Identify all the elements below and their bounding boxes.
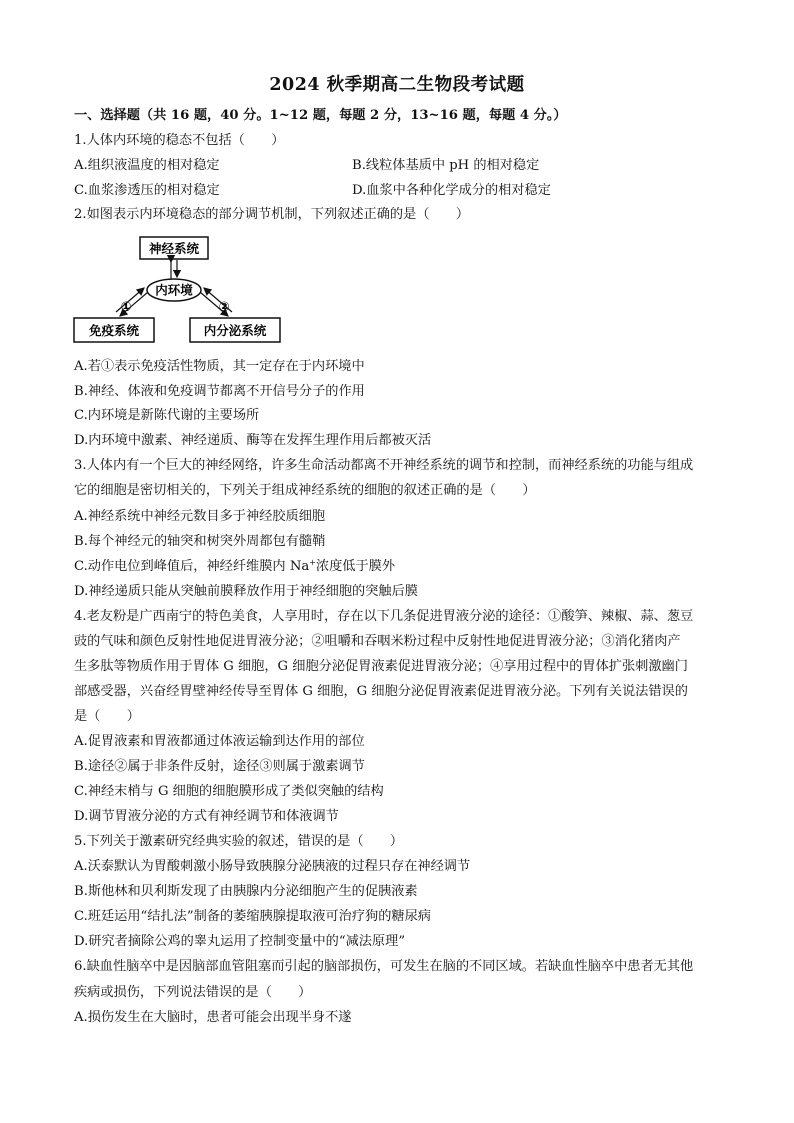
question-4-option-d: D.调节胃液分泌的方式有神经调节和体液调节 (74, 809, 339, 824)
question-4-option-b: B.途径②属于非条件反射，途径③则属于激素调节 (74, 759, 365, 774)
nervous-system-label: 神经系统 (148, 241, 200, 256)
question-5-option-d: D.研究者摘除公鸡的睾丸运用了控制变量中的“减法原理” (74, 934, 406, 949)
question-3-option-d: D.神经递质只能从突触前膜释放作用于神经细胞的突触后膜 (74, 584, 418, 599)
question-1-option-c: C.血浆渗透压的相对稳定 (74, 183, 220, 198)
question-2-option-d: D.内环境中激素、神经递质、酶等在发挥生理作用后都被灭活 (74, 433, 432, 448)
page-title: 2024 秋季期高二生物段考试题 (269, 75, 525, 95)
section-heading: 一、选择题（共 16 题，40 分。1~12 题，每题 2 分，13~16 题，每题 4 分。） (74, 108, 567, 123)
question-6-stem-line-1: 6.缺血性脑卒中是因脑部血管阻塞而引起的脑部损伤，可发生在脑的不同区域。若缺血性脑卒中患者无其他 (74, 959, 694, 974)
question-1-option-a: A.组织液温度的相对稳定 (74, 158, 220, 173)
question-2-option-c: C.内环境是新陈代谢的主要场所 (74, 408, 260, 423)
question-5-option-c: C.班廷运用“结扎法”制备的萎缩胰腺提取液可治疗狗的糖尿病 (74, 909, 431, 924)
question-1-option-b: B.线粒体基质中 pH 的相对稳定 (352, 158, 540, 173)
internal-environment-label: 内环境 (155, 282, 193, 298)
regulation-diagram (72, 232, 284, 346)
question-6-option-a: A.损伤发生在大脑时，患者可能会出现半身不遂 (74, 1010, 352, 1025)
question-3-stem-line-2: 它的细胞是密切相关的，下列关于组成神经系统的细胞的叙述正确的是（ ） (74, 483, 536, 498)
question-3-option-c-text-end: 浓度低于膜外 (315, 559, 396, 574)
question-4-stem-line-2: 豉的气味和颜色反射性地促进胃液分泌；②咀嚼和吞咽米粉过程中反射性地促进胃液分泌；③消化猪肉产 (74, 634, 681, 649)
endocrine-system-label: 内分泌系统 (203, 323, 267, 338)
question-6-stem-line-2: 疾病或损伤，下列说法错误的是（ ） (74, 985, 312, 1000)
question-4-stem-line-4: 部感受器，兴奋经胃壁神经传导至胃体 G 细胞，G 细胞分泌促胃液素促进胃液分泌。下列有关说法错误的 (74, 684, 688, 699)
question-4-stem-line-5: 是（ ） (74, 709, 140, 724)
question-1-stem: 1.人体内环境的稳态不包括（ ） (74, 133, 285, 148)
marker-1: ① (120, 300, 132, 315)
question-4-option-a: A.促胃液素和胃液都通过体液运输到达作用的部位 (74, 734, 365, 749)
question-1-option-d: D.血浆中各种化学成分的相对稳定 (352, 183, 551, 198)
question-3-option-c-superscript: + (309, 558, 316, 567)
question-3-option-a: A.神经系统中神经元数目多于神经胶质细胞 (74, 509, 326, 524)
question-5-option-b: B.斯他林和贝利斯发现了由胰腺内分泌细胞产生的促胰液素 (74, 884, 418, 899)
question-4-option-c: C.神经末梢与 G 细胞的细胞膜形成了类似突触的结构 (74, 784, 384, 799)
immune-system-label: 免疫系统 (88, 323, 140, 338)
question-2-stem: 2.如图表示内环境稳态的部分调节机制，下列叙述正确的是（ ） (74, 207, 470, 222)
question-2-option-b: B.神经、体液和免疫调节都离不开信号分子的作用 (74, 384, 365, 399)
question-4-stem-line-3: 生多肽等物质作用于胃体 G 细胞，G 细胞分泌促胃液素促进胃液分泌；④享用过程中的胃体扩张刺激幽门 (74, 659, 688, 674)
marker-2: ② (218, 300, 230, 315)
question-3-stem-line-1: 3.人体内有一个巨大的神经网络，许多生命活动都离不开神经系统的调节和控制，而神经系统的功能与组成 (74, 458, 694, 473)
question-4-stem-line-1: 4.老友粉是广西南宁的特色美食，人享用时，存在以下几条促进胃液分泌的途径：①酸笋、辣椒、蒜、葱豆 (74, 609, 694, 624)
question-3-option-c (74, 557, 395, 577)
question-5-option-a: A.沃泰默认为胃酸刺激小肠导致胰腺分泌胰液的过程只存在神经调节 (74, 859, 471, 874)
question-3-option-c-text: C.动作电位到峰值后，神经纤维膜内 Na (74, 559, 310, 574)
question-2-option-a: A.若①表示免疫活性物质，其一定存在于内环境中 (74, 359, 365, 374)
question-3-option-b: B.每个神经元的轴突和树突外周都包有髓鞘 (74, 534, 326, 549)
question-5-stem: 5.下列关于激素研究经典实验的叙述，错误的是（ ） (74, 834, 404, 849)
